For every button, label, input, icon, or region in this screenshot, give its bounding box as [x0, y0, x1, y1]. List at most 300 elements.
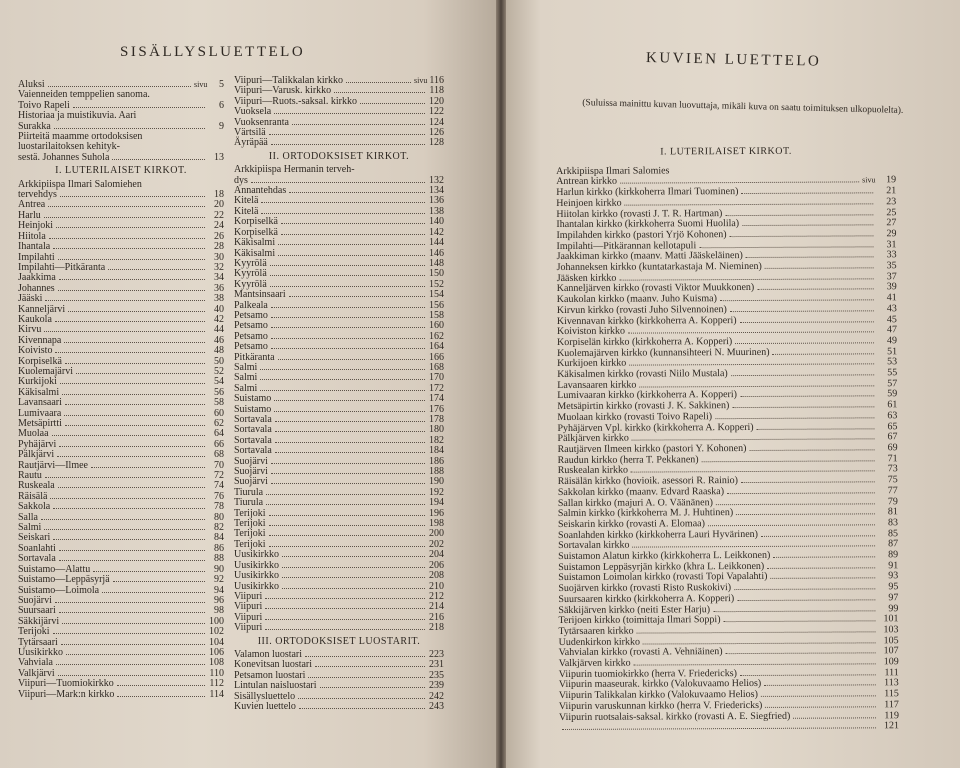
toc-entry [18, 242, 224, 252]
dot-leader [625, 203, 874, 205]
page-number: 36 [214, 282, 224, 294]
dot-leader [64, 342, 205, 343]
page-number: 86 [214, 542, 224, 554]
toc-entry [234, 342, 444, 352]
page-number: 71 [887, 452, 898, 464]
page-number: 80 [214, 511, 224, 523]
dot-leader [93, 571, 205, 572]
dot-leader [765, 706, 876, 708]
page-number: 70 [214, 459, 224, 471]
dot-leader [634, 663, 876, 665]
page-number: 40 [214, 303, 224, 315]
entry-title: Kuolemajärven kirkko (kunnansihteeri N. Muurinen) [557, 346, 770, 359]
page-number: 38 [214, 293, 224, 305]
page-number: 88 [214, 553, 224, 565]
entry-title: Räisälä [18, 490, 48, 502]
dot-leader [65, 363, 205, 364]
page-number: 85 [887, 527, 899, 539]
page-number: 30 [214, 251, 224, 263]
dot-leader [260, 379, 425, 380]
page-number: 83 [887, 517, 898, 529]
entry-title: Viipuri [234, 601, 263, 613]
entry-title: Petsamo [234, 320, 268, 332]
entry-title: Kuvien luettelo [234, 700, 296, 712]
dot-leader [65, 425, 205, 426]
dot-leader [55, 602, 205, 603]
entry-title: Hiitolan kirkko (rovasti J. T. R. Hartman) [556, 207, 723, 220]
dot-leader [289, 296, 425, 297]
page-number: 95 [888, 581, 899, 593]
dot-leader [265, 619, 425, 620]
entry-title: Hiitola [18, 230, 46, 242]
page-number: 117 [884, 699, 899, 711]
toc-entry [18, 575, 224, 585]
page-number: 48 [214, 345, 224, 357]
dot-leader [749, 449, 874, 451]
dot-leader [628, 332, 874, 334]
entry-title: Sortavala [234, 424, 272, 436]
toc-entry [18, 221, 224, 231]
page-number: 52 [214, 365, 224, 377]
dot-leader [274, 411, 425, 412]
dot-leader [305, 656, 425, 657]
dot-leader [278, 359, 425, 360]
page-number: 62 [214, 418, 224, 429]
page-number: 212 [429, 590, 444, 602]
entry-title: Rautu [18, 470, 42, 482]
entry-title: Rautjärvi—Ilmee [18, 459, 88, 471]
page-number: 58 [214, 397, 224, 409]
dot-leader [48, 86, 191, 87]
page-word: sivu [194, 80, 208, 89]
entry-title: Tiurula [234, 486, 264, 498]
entry-title: Kanneljärvi [18, 303, 66, 315]
toc-entry [18, 190, 224, 200]
page-number: 156 [429, 299, 444, 311]
page-number: 126 [429, 127, 444, 139]
toc-entry [234, 702, 444, 712]
entry-title: Palkeala [234, 299, 268, 311]
page-number: 96 [214, 594, 224, 606]
dot-leader [289, 192, 425, 193]
dot-leader [732, 407, 874, 409]
dot-leader [44, 217, 205, 218]
page-number: 65 [887, 420, 898, 432]
page-number: 82 [214, 522, 224, 534]
page-number: 223 [429, 648, 444, 660]
page-number: 55 [887, 367, 898, 379]
entry-title: Pälkjärvi [18, 449, 55, 461]
entry-title: Kirvu [18, 324, 42, 336]
page-number: 56 [214, 386, 224, 398]
page-number: 59 [887, 388, 898, 400]
entry-title: Muolaa [18, 428, 49, 440]
page-number: 170 [429, 372, 444, 384]
dot-leader [699, 246, 873, 248]
page-number: 188 [429, 466, 444, 478]
entry-title: Harlu [18, 209, 41, 221]
dot-leader [278, 255, 425, 256]
dot-leader [708, 524, 875, 526]
page-number: 76 [214, 490, 224, 502]
dot-leader [731, 374, 874, 376]
dot-leader [629, 364, 874, 366]
entry-title: Petsamo [234, 330, 268, 342]
page-number: 216 [429, 611, 444, 623]
dot-leader [41, 519, 205, 520]
page-number: 32 [214, 261, 224, 273]
entry-title: Suistamo [234, 393, 272, 405]
entry-title: Sortavala [234, 414, 272, 425]
dot-leader [271, 348, 425, 349]
entry-title: Suursaari [18, 605, 56, 617]
entry-title: Kyyrölä [234, 278, 267, 290]
section-heading: I. LUTERILAISET KIRKOT. [55, 165, 187, 177]
dot-leader [44, 529, 205, 530]
dot-leader [58, 290, 205, 291]
entry-title: Sakkolan kirkko (maanv. Edvard Raaska) [557, 485, 725, 498]
entry-title: Kitelä [234, 195, 259, 207]
page-number: 39 [886, 281, 897, 293]
entry-title: Suistamo [234, 403, 272, 415]
page-number: 74 [214, 480, 224, 492]
dot-leader [57, 456, 205, 457]
dot-leader [275, 452, 425, 453]
dot-leader [270, 275, 425, 276]
page-number: 136 [429, 195, 444, 207]
toc-entry [234, 477, 444, 487]
entry-title: Viipurin tuomiokirkko (herra V. Friedericks) [558, 667, 737, 680]
entry-title: Kyyrölä [234, 268, 267, 280]
dot-leader [271, 473, 425, 474]
page-number: 186 [429, 455, 444, 467]
entry-title: Kirvun kirkko (rovasti Juho Silvennoinen) [556, 303, 727, 316]
page-number: 98 [214, 605, 224, 617]
toc-entry [18, 200, 224, 210]
page-number: 103 [883, 624, 899, 636]
dot-leader [275, 442, 425, 443]
page-number: 63 [887, 410, 898, 422]
page-number: 115 [884, 688, 899, 700]
entry-title: Lumivaara [18, 407, 62, 419]
toc-entry [18, 461, 224, 471]
dot-leader [59, 560, 205, 561]
dot-leader [265, 598, 425, 599]
entry-title: Jaakkima [18, 272, 56, 284]
entry-title: Lumivaaran kirkko (kirkkoherra A. Kopperi) [557, 389, 737, 402]
dot-leader [730, 235, 874, 237]
dot-leader [62, 623, 205, 624]
entry-title: Korpiselkä [18, 355, 62, 367]
entry-title: Viipuri—Mark:n kirkko [18, 688, 115, 700]
page-number: 28 [214, 241, 224, 253]
dot-leader [60, 383, 205, 384]
dot-leader [271, 144, 425, 145]
page-number: 92 [214, 574, 224, 586]
page-number: 69 [887, 442, 898, 454]
page-number: 5 [219, 79, 224, 90]
entry-title: Surakka [18, 120, 51, 132]
entry-title: Impilahden kirkko (pastori Yrjö Kohonen) [556, 229, 727, 241]
page-number: 94 [214, 584, 224, 596]
dot-leader [45, 300, 205, 301]
toc-entry [234, 488, 444, 498]
page-number: 146 [429, 247, 444, 259]
page-number: 162 [429, 330, 444, 342]
dot-leader [266, 504, 425, 505]
dot-leader [281, 223, 425, 224]
page-number: 89 [888, 549, 899, 561]
toc-entry [18, 315, 224, 325]
entry-title: Seiskarin kirkko (rovasti A. Elomaa) [557, 518, 705, 530]
dot-leader [713, 610, 875, 612]
page-number: 101 [883, 613, 899, 625]
dot-leader [632, 546, 875, 548]
page-number: 107 [883, 645, 899, 657]
page-number: 41 [886, 292, 897, 304]
entry-title: Suistamon Leppäsyrjän kirkko (khra L. Leikkonen) [558, 560, 765, 573]
page-number: 29 [886, 228, 897, 240]
entry-title: Lavansaari [18, 397, 62, 409]
dot-leader [275, 431, 425, 432]
dot-leader [757, 289, 873, 291]
dot-leader [269, 515, 425, 516]
entry-title: Uusikirkko [234, 570, 279, 582]
page-number: 66 [214, 438, 224, 450]
page-number: 210 [429, 580, 444, 592]
dot-leader [59, 612, 205, 613]
page-number: 178 [429, 414, 444, 425]
dot-leader [55, 352, 205, 353]
dot-leader [266, 494, 425, 495]
dot-leader [271, 483, 425, 484]
dot-leader [742, 225, 873, 227]
page-number: 214 [429, 601, 444, 613]
entry-title: Kanneljärven kirkko (rovasti Viktor Muukkonen) [556, 282, 755, 295]
dot-leader [53, 248, 205, 249]
page-number: 9 [219, 120, 224, 132]
entry-title: Lintulan naisluostari [234, 680, 317, 692]
page-number: 196 [429, 507, 444, 519]
page-number: 168 [429, 361, 444, 373]
page-number: 160 [429, 320, 444, 332]
dot-leader [53, 539, 205, 540]
entry-title: Viipuri—Talikkalan kirkko [234, 75, 343, 86]
dot-leader [761, 695, 876, 697]
entry-title: tervehdys [18, 189, 57, 201]
entry-title: Antrean kirkko [556, 176, 618, 188]
dot-leader [269, 525, 425, 526]
dot-leader [49, 238, 205, 239]
dot-leader [720, 299, 874, 301]
toc-entry [234, 623, 444, 633]
entry-title: Salmi [234, 382, 258, 394]
dot-leader [60, 196, 205, 197]
dot-leader [261, 202, 425, 203]
dot-leader [702, 460, 875, 462]
dot-leader [767, 567, 875, 569]
toc-entry [234, 602, 444, 612]
entry-title: Uusikirkko [234, 580, 279, 592]
dot-leader [108, 269, 205, 270]
entry-title: Pitkäranta [234, 351, 275, 363]
dot-leader [261, 213, 425, 214]
entry-title: Johanneksen kirkko (kuntatarkastaja M. Nieminen) [556, 260, 762, 274]
page-number: 34 [214, 272, 224, 284]
page-number: 19 [886, 174, 897, 186]
dot-leader [61, 644, 205, 645]
entry-title: Aluksi [18, 79, 45, 90]
entry-title: Suojärvi [234, 476, 268, 488]
dot-leader [45, 477, 205, 478]
entry-title: Pälkjärven kirkko [557, 432, 629, 445]
left-page-title: SISÄLLYSLUETTELO [120, 44, 306, 60]
entry-title: Pyhäjärvi [18, 438, 57, 450]
entry-title: Suistamo—Leppäsyrjä [18, 574, 110, 586]
page-number: 93 [888, 570, 899, 582]
page-number: 57 [887, 377, 898, 390]
page-number: 192 [429, 486, 444, 498]
dot-leader [346, 82, 411, 83]
page-number: 108 [209, 657, 224, 669]
dot-leader [746, 257, 874, 259]
entry-title: Ihantalan kirkko (kirkkoherra Suomi Huolila) [556, 218, 740, 231]
page-number: 116 [429, 75, 444, 86]
dot-leader [736, 514, 875, 516]
toc-entry [234, 196, 444, 206]
entry-title: Kivennapa [18, 334, 62, 346]
page-number: 239 [429, 680, 444, 692]
entry-title: Jaakkiman kirkko (maanv. Matti Jääskeläinen) [556, 250, 743, 263]
toc-entry [18, 690, 224, 700]
page-number: 102 [209, 626, 224, 638]
page-number: 84 [214, 532, 224, 544]
entry-title: Korpiselän kirkko (kirkkoherra A. Kopperi) [556, 336, 733, 348]
page-number: 132 [429, 174, 444, 186]
page-number: 46 [214, 334, 224, 346]
entry-title: Impilahti [18, 251, 55, 263]
entry-title: Suojärvi [18, 594, 52, 606]
entry-title: Tiurula [234, 497, 264, 509]
dot-leader [282, 567, 425, 568]
entry-title: Raudun kirkko (herra T. Pekkanen) [557, 453, 699, 466]
entry-title: Viipuri—Varusk. kirkko [234, 85, 332, 97]
entry-title: Korpiselkä [234, 216, 278, 228]
entry-title: Tytärsaaren kirkko [558, 625, 634, 637]
page-number: 73 [887, 463, 898, 475]
dot-leader [117, 685, 205, 686]
page-number: 110 [209, 667, 224, 679]
dot-leader [58, 487, 205, 488]
dot-leader [58, 675, 205, 676]
page-number: 77 [887, 485, 898, 497]
entry-title: Annantehdas [234, 185, 287, 197]
entry-title: Heinjoki [18, 220, 53, 232]
entry-title: Viipurin Talikkalan kirkko (Valokuvaamo Helios) [558, 689, 758, 702]
page-number: 60 [214, 407, 224, 419]
entry-title: Sakkola [18, 501, 51, 513]
page-number: 22 [214, 209, 224, 221]
dot-leader [282, 588, 425, 589]
entry-title: Soanlahden kirkko (kirkkoherra Lauri Hyvärinen) [557, 528, 758, 541]
entry-title: Käkisalmi [234, 237, 276, 249]
dot-leader [91, 467, 205, 468]
entry-title: Metsäpirtti [18, 418, 62, 429]
page-word: sivu [414, 76, 428, 85]
entry-title: Petsamo [234, 309, 268, 321]
page-number: 124 [429, 116, 444, 128]
entry-title: Terijoki [18, 626, 50, 638]
entry-title: Johannes [18, 282, 55, 294]
toc-entry [18, 513, 224, 523]
dot-leader [55, 321, 205, 322]
entry-title: Suistamon Loimolan kirkko (rovasti Topi Vapalahti) [558, 571, 768, 584]
toc-entry [234, 238, 444, 248]
dot-leader [269, 535, 425, 536]
dot-leader [308, 677, 425, 678]
page-number: 114 [209, 688, 224, 700]
entry-title: Tytärsaari [18, 636, 58, 648]
entry-title: Suistamo—Alattu [18, 563, 91, 575]
dot-leader [643, 642, 876, 644]
dot-leader [724, 621, 876, 623]
dot-leader [271, 307, 425, 308]
page-number: 138 [429, 205, 444, 217]
page-number: 120 [429, 95, 444, 107]
dot-leader [757, 428, 875, 430]
dot-leader [740, 674, 876, 676]
page-word: sivu [862, 175, 876, 185]
entry-title: Äyräpää [234, 137, 268, 149]
page-number: 91 [888, 559, 899, 571]
toc-entry [234, 138, 444, 148]
page-number: 194 [429, 497, 444, 509]
section-heading: II. ORTODOKSISET KIRKOT. [268, 150, 410, 162]
page-number: 25 [886, 206, 897, 218]
entry-title: Lavansaaren kirkko [557, 379, 637, 391]
dot-leader [48, 206, 205, 207]
dot-leader [53, 633, 205, 634]
entry-title: Käkisalmi [234, 247, 276, 259]
page-number: 27 [886, 217, 897, 229]
dot-leader [725, 214, 873, 216]
entry-title: Terijoki [234, 507, 266, 519]
page-number: 166 [429, 351, 444, 363]
page-number: 75 [887, 474, 898, 486]
entry-title: Viipuri—Tuomiokirkko [18, 678, 114, 690]
page-number: 87 [888, 538, 899, 550]
entry-title: Impilahti—Pitkärannan kellotapuli [556, 239, 697, 252]
entry-title: Salmi [234, 361, 258, 373]
entry-title: Jääsken kirkko [556, 272, 617, 284]
dot-leader [76, 373, 205, 374]
toc-entry [234, 290, 444, 300]
page-number: 100 [209, 615, 224, 627]
right-page-title: KUVIEN LUETTELO [645, 50, 822, 70]
dot-leader [639, 385, 874, 387]
entry-title: Sortavala [18, 553, 56, 565]
entry-title: Uusikirkko [18, 646, 63, 658]
dot-leader [292, 124, 425, 125]
entry-title: Metsäpirtin kirkko (rovasti J. K. Sakkinen) [557, 400, 730, 413]
dot-leader [632, 439, 875, 441]
dot-leader [56, 664, 205, 665]
dot-leader [773, 353, 875, 355]
dot-leader [299, 708, 425, 709]
dot-leader [764, 685, 876, 687]
toc-entry [18, 153, 224, 163]
dot-leader [50, 498, 205, 499]
